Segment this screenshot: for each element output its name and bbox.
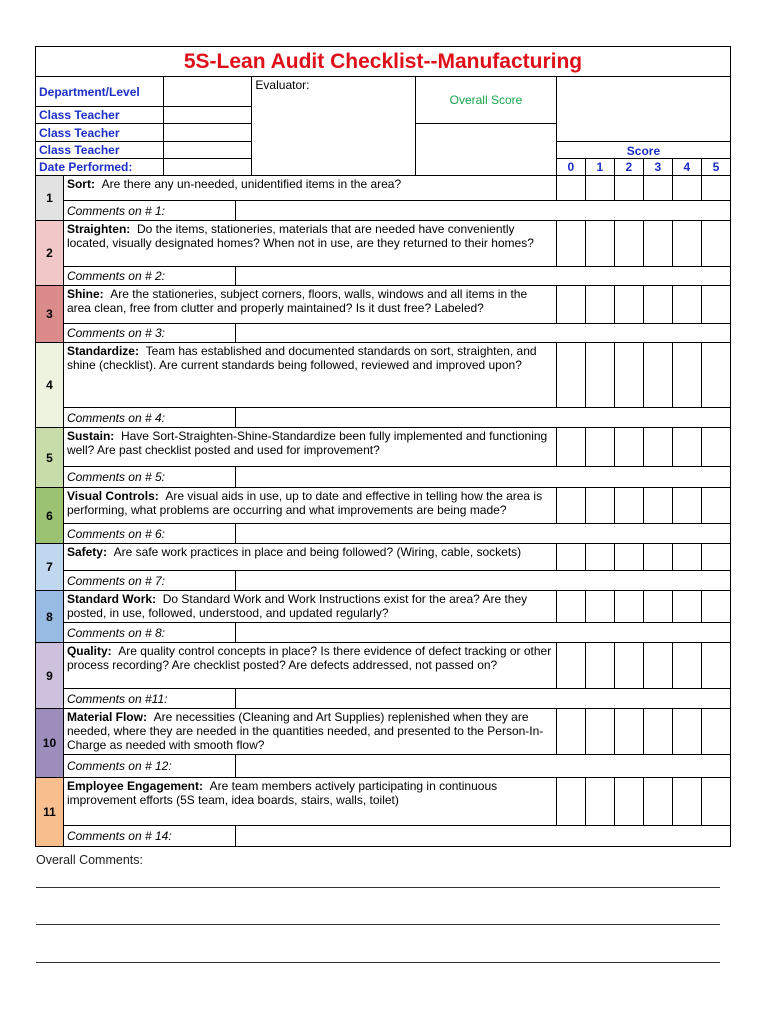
- score-cell-1[interactable]: [585, 709, 614, 755]
- checklist-item-row: [36, 591, 731, 623]
- audit-checklist-table: [35, 46, 731, 847]
- item-text: Are team members actively participating in continuous improvement efforts (5S team, idea boards, stairs, walls, toilet): [66, 779, 498, 807]
- score-cell-5[interactable]: [701, 428, 730, 467]
- score-cell-4[interactable]: [672, 488, 701, 524]
- score-cell-2[interactable]: [614, 343, 643, 408]
- department-label: Department/Level: [36, 77, 164, 107]
- class-teacher-field[interactable]: [164, 107, 252, 124]
- item-text: Are there any un-needed, unidentified items in the area?: [101, 177, 402, 191]
- overall-score-label: Overall Score: [416, 77, 557, 124]
- score-cell-5[interactable]: [701, 286, 730, 324]
- item-question: [63, 544, 556, 571]
- checklist-item-row: [36, 778, 731, 826]
- comment-row: [36, 267, 731, 286]
- item-question: [63, 176, 556, 201]
- comment-field[interactable]: [235, 623, 730, 643]
- score-cell-5[interactable]: [701, 488, 730, 524]
- comment-row: [36, 408, 731, 428]
- item-question: [63, 286, 556, 324]
- score-cell-1[interactable]: [585, 643, 614, 689]
- score-cell-1[interactable]: [585, 343, 614, 408]
- score-cell-3[interactable]: [643, 286, 672, 324]
- item-title: Employee Engagement:: [66, 779, 203, 793]
- comment-field[interactable]: [235, 689, 730, 709]
- score-cell-4[interactable]: [672, 591, 701, 623]
- score-cell-2[interactable]: [614, 428, 643, 467]
- comment-label: Comments on # 8:: [63, 623, 235, 643]
- score-cell-2[interactable]: [614, 221, 643, 267]
- comment-field[interactable]: [235, 467, 730, 488]
- score-cell-0[interactable]: [556, 428, 585, 467]
- comment-field[interactable]: [235, 755, 730, 778]
- score-cell-5[interactable]: [701, 176, 730, 201]
- score-cell-3[interactable]: [643, 428, 672, 467]
- item-number: 7: [36, 544, 64, 591]
- comment-label: Comments on # 6:: [63, 524, 235, 544]
- item-text: Are safe work practices in place and being followed? (Wiring, cable, sockets): [113, 545, 522, 559]
- class-teacher-label: Class Teacher: [36, 142, 164, 159]
- score-cell-3[interactable]: [643, 643, 672, 689]
- item-number: 1: [36, 176, 64, 221]
- item-title: Straighten:: [66, 222, 131, 236]
- item-title: Quality:: [66, 644, 112, 658]
- item-question: [63, 591, 556, 623]
- score-cell-1[interactable]: [585, 544, 614, 571]
- item-text: Do Standard Work and Work Instructions exist for the area? Are they posted, in use, followed, understood, and updated regularly?: [66, 592, 528, 620]
- checklist-item-row: [36, 221, 731, 267]
- item-number: 3: [36, 286, 64, 343]
- class-teacher-field[interactable]: [164, 124, 252, 142]
- overall-score-value-field[interactable]: [416, 124, 557, 176]
- checklist-item-row: [36, 428, 731, 467]
- item-title: Standard Work:: [66, 592, 157, 606]
- score-cell-1[interactable]: [585, 286, 614, 324]
- score-cell-2[interactable]: [614, 643, 643, 689]
- item-question: [63, 488, 556, 524]
- item-question: [63, 221, 556, 267]
- score-cell-4[interactable]: [672, 221, 701, 267]
- item-title: Standardize:: [66, 344, 139, 358]
- class-teacher-label: Class Teacher: [36, 107, 164, 124]
- score-cell-5[interactable]: [701, 709, 730, 755]
- item-title: Visual Controls:: [66, 489, 159, 503]
- item-text: Are the stationeries, subject corners, floors, walls, windows and all items in the area clean, free from clutter and properly maintained? Is it dust free? Labeled?: [66, 287, 528, 315]
- comment-field[interactable]: [235, 201, 730, 221]
- score-cell-4[interactable]: [672, 778, 701, 826]
- item-question: [63, 709, 556, 755]
- score-cell-2[interactable]: [614, 544, 643, 571]
- item-number: 2: [36, 221, 64, 286]
- department-field[interactable]: [164, 77, 252, 107]
- score-cell-0[interactable]: [556, 544, 585, 571]
- score-cell-1[interactable]: [585, 488, 614, 524]
- item-number: 4: [36, 343, 64, 428]
- comment-row: [36, 524, 731, 544]
- class-teacher-label: Class Teacher: [36, 124, 164, 142]
- score-column-header: 4: [672, 159, 701, 176]
- score-cell-5[interactable]: [701, 221, 730, 267]
- comment-field[interactable]: [235, 408, 730, 428]
- page-title: 5S-Lean Audit Checklist--Manufacturing: [36, 47, 731, 77]
- comment-row: [36, 201, 731, 221]
- comment-field[interactable]: [235, 571, 730, 591]
- score-cell-3[interactable]: [643, 591, 672, 623]
- score-cell-5[interactable]: [701, 591, 730, 623]
- item-title: Shine:: [66, 287, 104, 301]
- item-title: Sort:: [66, 177, 95, 191]
- evaluator-field[interactable]: [252, 77, 416, 176]
- checklist-item-row: [36, 343, 731, 408]
- score-cell-0[interactable]: [556, 778, 585, 826]
- score-cell-0[interactable]: [556, 286, 585, 324]
- item-number: 9: [36, 643, 64, 709]
- comment-field[interactable]: [235, 826, 730, 847]
- checklist-item-row: [36, 488, 731, 524]
- comment-label: Comments on # 7:: [63, 571, 235, 591]
- score-cell-4[interactable]: [672, 343, 701, 408]
- comment-row: [36, 571, 731, 591]
- score-cell-4[interactable]: [672, 176, 701, 201]
- score-cell-1[interactable]: [585, 428, 614, 467]
- score-cell-5[interactable]: [701, 643, 730, 689]
- score-cell-4[interactable]: [672, 428, 701, 467]
- checklist-item-row: [36, 709, 731, 755]
- score-cell-1[interactable]: [585, 176, 614, 201]
- item-title: Material Flow:: [66, 710, 147, 724]
- date-performed-label: Date Performed:: [36, 159, 164, 176]
- comment-row: [36, 324, 731, 343]
- comment-label: Comments on # 5:: [63, 467, 235, 488]
- overall-comments-line[interactable]: [36, 887, 720, 888]
- score-cell-2[interactable]: [614, 778, 643, 826]
- score-cell-0[interactable]: [556, 643, 585, 689]
- score-cell-0[interactable]: [556, 343, 585, 408]
- score-cell-5[interactable]: [701, 343, 730, 408]
- score-cell-3[interactable]: [643, 176, 672, 201]
- comment-row: [36, 623, 731, 643]
- comment-field[interactable]: [235, 524, 730, 544]
- score-cell-4[interactable]: [672, 286, 701, 324]
- score-cell-3[interactable]: [643, 778, 672, 826]
- score-cell-5[interactable]: [701, 778, 730, 826]
- comment-label: Comments on # 1:: [63, 201, 235, 221]
- item-number: 5: [36, 428, 64, 488]
- overall-comments-section: [36, 852, 720, 868]
- score-cell-1[interactable]: [585, 778, 614, 826]
- comment-row: [36, 755, 731, 778]
- comment-label: Comments on #11:: [63, 689, 235, 709]
- score-cell-0[interactable]: [556, 221, 585, 267]
- score-cell-4[interactable]: [672, 544, 701, 571]
- item-title: Safety:: [66, 545, 107, 559]
- item-text: Have Sort-Straighten-Shine-Standardize been fully implemented and functioning well? Are past checklist posted and used for improvement?: [66, 429, 548, 457]
- score-cell-0[interactable]: [556, 176, 585, 201]
- comment-label: Comments on # 14:: [63, 826, 235, 847]
- comment-row: [36, 689, 731, 709]
- score-cell-3[interactable]: [643, 488, 672, 524]
- score-cell-0[interactable]: [556, 709, 585, 755]
- item-question: [63, 343, 556, 408]
- item-title: Sustain:: [66, 429, 115, 443]
- score-cell-3[interactable]: [643, 343, 672, 408]
- item-question: [63, 428, 556, 467]
- comment-label: Comments on # 12:: [63, 755, 235, 778]
- overall-comments-label: Overall Comments:: [36, 853, 143, 867]
- item-text: Are visual aids in use, up to date and effective in telling how the area is performing, what problems are occurring and what improvements are being made?: [66, 489, 543, 517]
- evaluator-label: Evaluator:: [255, 78, 310, 92]
- item-number: 6: [36, 488, 64, 544]
- comment-label: Comments on # 3:: [63, 324, 235, 343]
- score-cell-5[interactable]: [701, 544, 730, 571]
- score-column-header: 2: [614, 159, 643, 176]
- score-column-header: 3: [643, 159, 672, 176]
- item-number: 8: [36, 591, 64, 643]
- item-text: Are quality control concepts in place? Is there evidence of defect tracking or other process recording? Are checklist posted? Are defects addressed, not passed on?: [66, 644, 552, 672]
- score-column-header: 5: [701, 159, 730, 176]
- checklist-item-row: [36, 643, 731, 689]
- item-question: [63, 643, 556, 689]
- score-cell-4[interactable]: [672, 643, 701, 689]
- comment-field[interactable]: [235, 267, 730, 286]
- score-cell-3[interactable]: [643, 709, 672, 755]
- score-column-header: 0: [556, 159, 585, 176]
- date-performed-field[interactable]: [164, 159, 252, 176]
- comment-label: Comments on # 2:: [63, 267, 235, 286]
- overall-comments-line[interactable]: [36, 924, 720, 925]
- item-number: 10: [36, 709, 64, 778]
- comment-field[interactable]: [235, 324, 730, 343]
- score-cell-2[interactable]: [614, 176, 643, 201]
- score-column-header: 1: [585, 159, 614, 176]
- score-cell-3[interactable]: [643, 544, 672, 571]
- comment-row: [36, 826, 731, 847]
- checklist-item-row: [36, 176, 731, 201]
- comment-row: [36, 467, 731, 488]
- score-header: Score: [556, 142, 730, 159]
- score-cell-2[interactable]: [614, 709, 643, 755]
- overall-score-field[interactable]: [556, 77, 730, 142]
- comment-label: Comments on # 4:: [63, 408, 235, 428]
- score-cell-2[interactable]: [614, 591, 643, 623]
- item-text: Are necessities (Cleaning and Art Supplies) replenished when they are needed, where they are needed in the quantities needed, and presented to the Person-In-Charge as needed with smooth flow?: [66, 710, 544, 752]
- item-number: 11: [36, 778, 64, 847]
- item-text: Team has established and documented standards on sort, straighten, and shine (checklist). Are current standards being followed, reviewed and improved upon?: [66, 344, 537, 372]
- class-teacher-field[interactable]: [164, 142, 252, 159]
- score-cell-0[interactable]: [556, 591, 585, 623]
- item-text: Do the items, stationeries, materials that are needed have conveniently located, visually designated homes? When not in use, are they returned to their homes?: [66, 222, 534, 250]
- score-cell-4[interactable]: [672, 709, 701, 755]
- overall-comments-line[interactable]: [36, 962, 720, 963]
- checklist-item-row: [36, 544, 731, 571]
- item-question: [63, 778, 556, 826]
- score-cell-3[interactable]: [643, 221, 672, 267]
- score-cell-0[interactable]: [556, 488, 585, 524]
- score-cell-1[interactable]: [585, 221, 614, 267]
- score-cell-2[interactable]: [614, 488, 643, 524]
- score-cell-2[interactable]: [614, 286, 643, 324]
- checklist-item-row: [36, 286, 731, 324]
- score-cell-1[interactable]: [585, 591, 614, 623]
